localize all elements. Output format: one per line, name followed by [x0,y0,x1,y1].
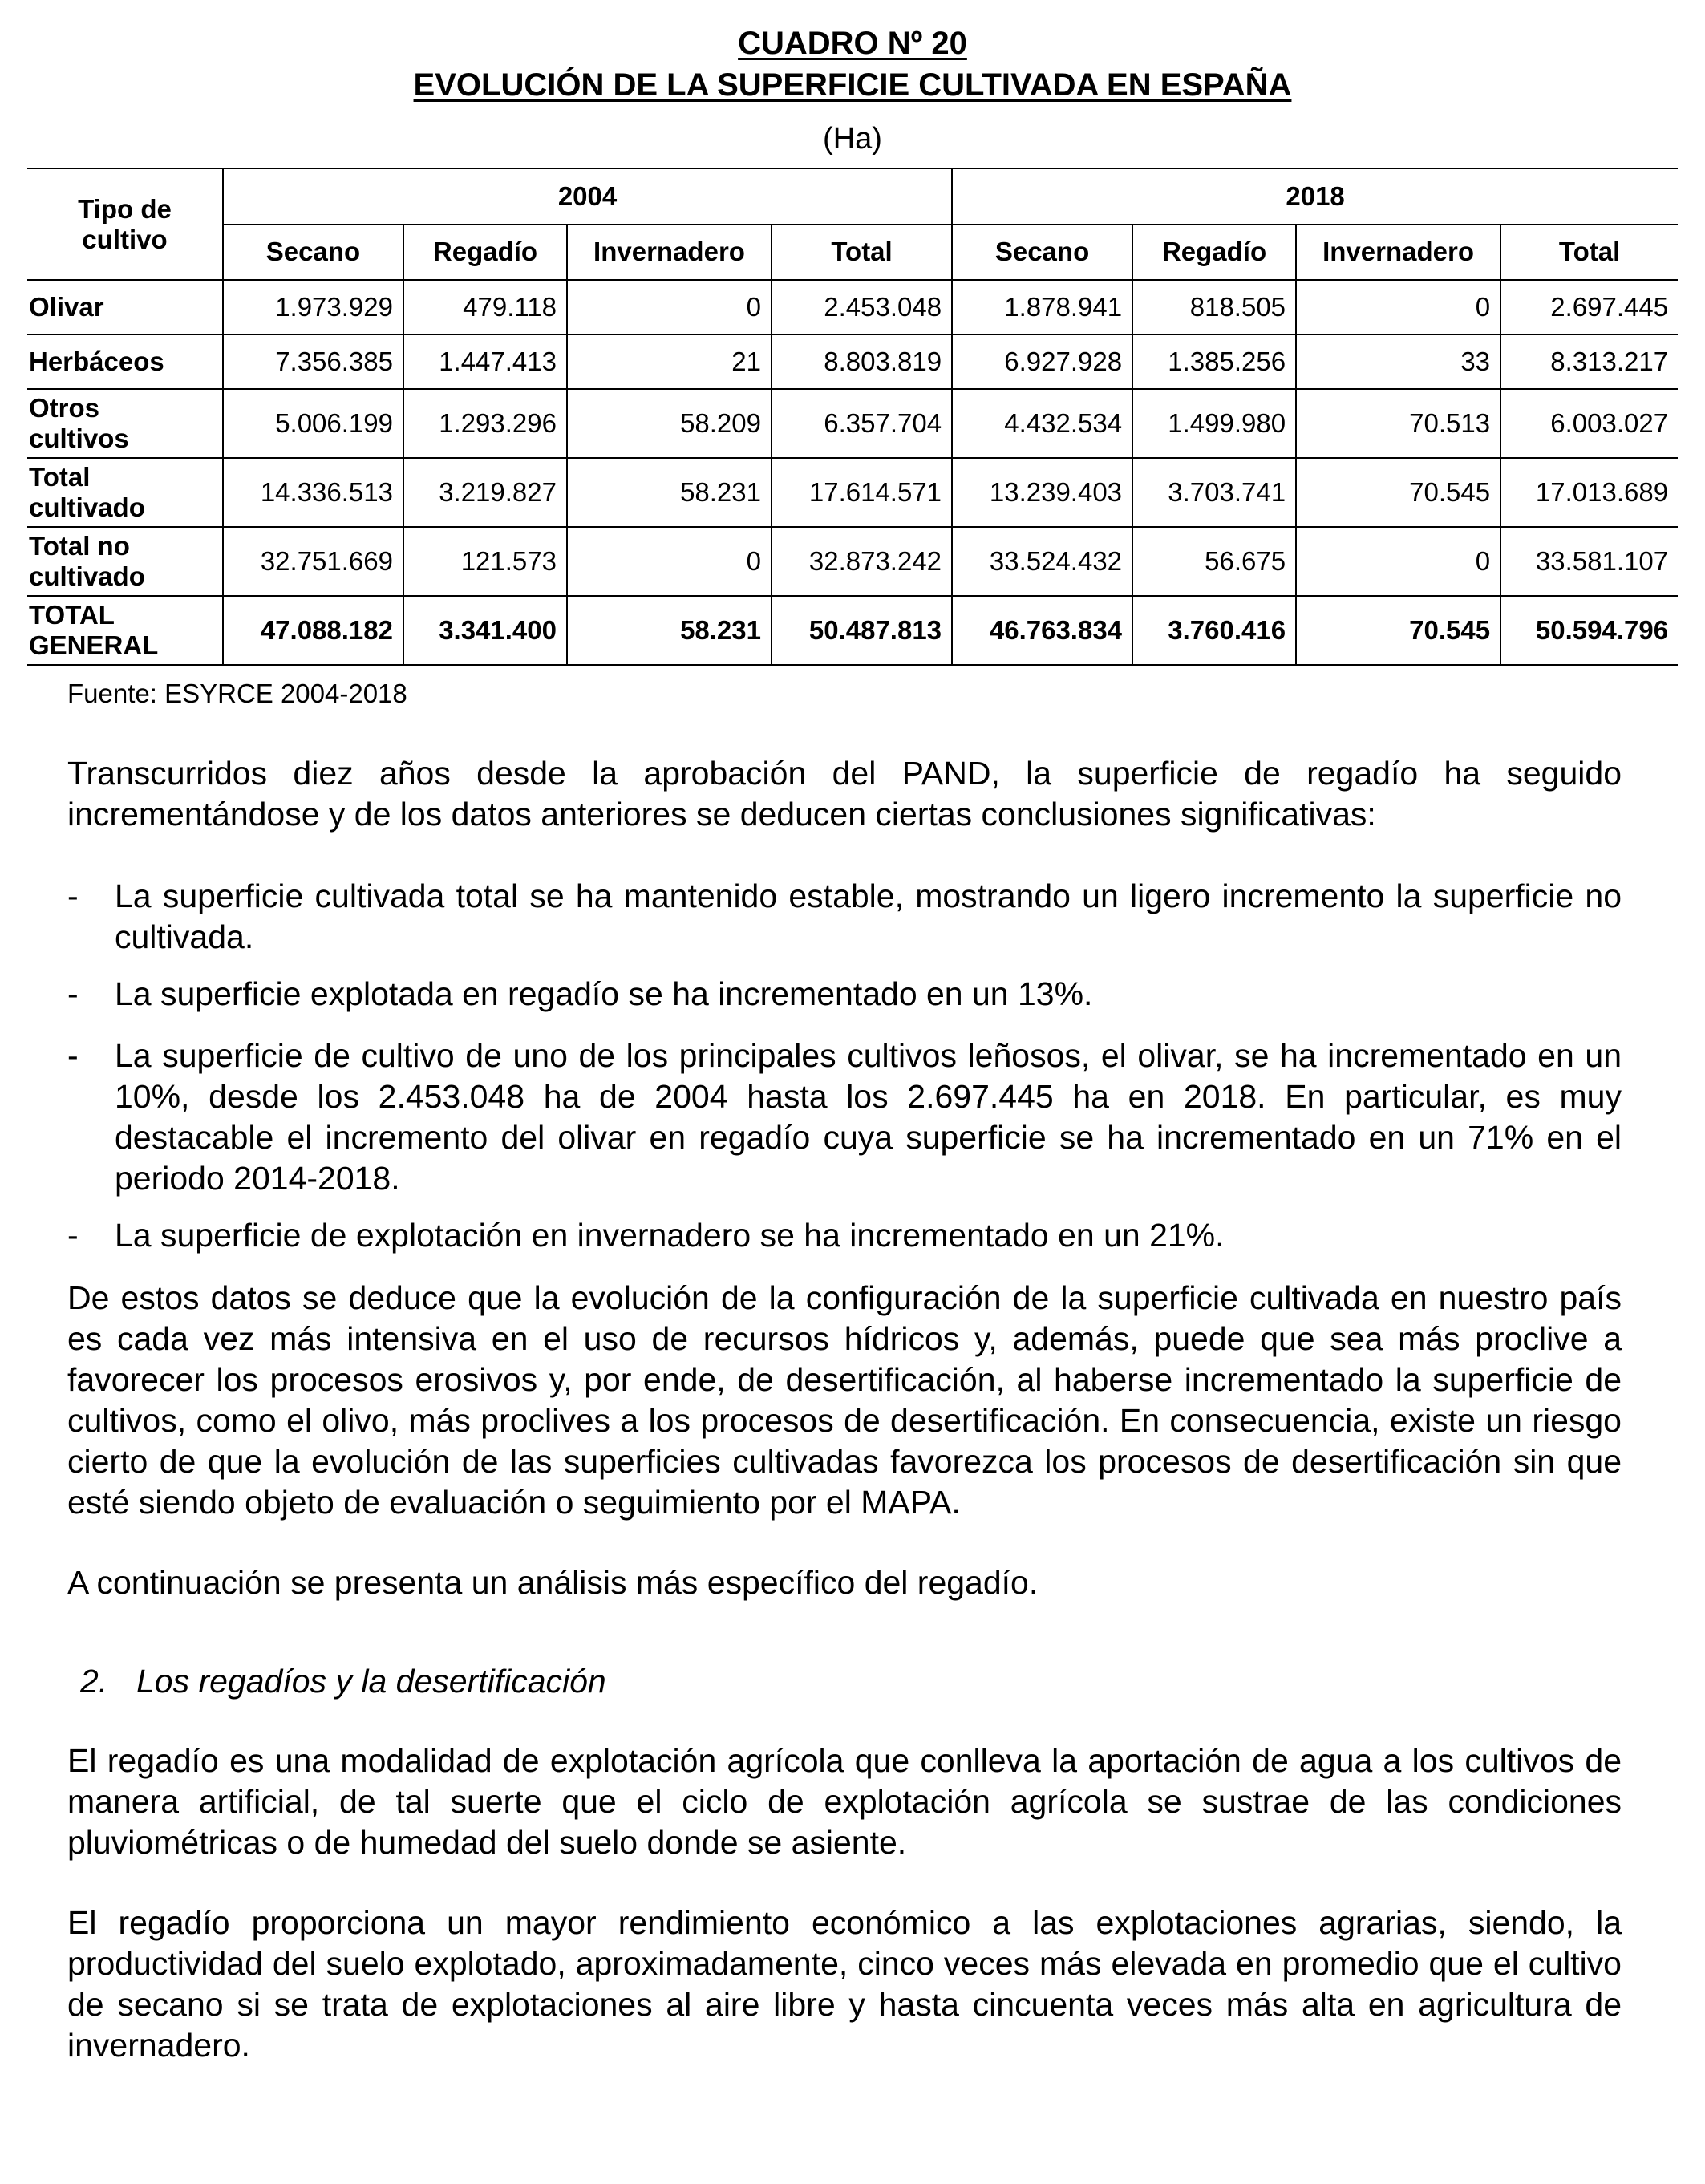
table-cell: 50.594.796 [1500,596,1678,665]
table-cell: 0 [567,527,772,596]
column-header: Regadío [403,225,567,281]
row-label: Total cultivado [27,458,223,527]
table-row [27,389,1678,458]
table-cell: 47.088.182 [223,596,403,665]
column-header: Invernadero [567,225,772,281]
table-cell: 1.973.929 [223,280,403,334]
row-label: Total no cultivado [27,527,223,596]
column-header: Regadío [1132,225,1296,281]
table-cell: 1.447.413 [403,334,567,389]
column-header: Total [772,225,952,281]
table-cell: 1.878.941 [952,280,1132,334]
table-row [27,334,1678,389]
section-title: Los regadíos y la desertificación [136,1663,606,1700]
table-cell: 1.293.296 [403,389,567,458]
regadio-paragraph-1: El regadío es una modalidad de explotación agrícola que conlleva la aportación de agua a los cultivos de manera artificial, de tal suerte que el ciclo de explotación agrícola se sustrae de las condiciones pluviométricas o de humedad del suelo donde se asiente. [67,1742,1622,1861]
table-cell: 121.573 [403,527,567,596]
bullet-marker: - [67,975,79,1012]
table-unit: (Ha) [823,122,882,156]
table-cell: 32.873.242 [772,527,952,596]
table-row [27,280,1678,334]
table-cell: 8.803.819 [772,334,952,389]
column-header: Total [1500,225,1678,281]
row-label: TOTAL GENERAL [27,596,223,665]
list-item-text: La superficie de explotación en invernadero se ha incrementado en un 21%. [115,1217,1225,1254]
table-cell: 70.545 [1296,458,1500,527]
table-cell: 0 [567,280,772,334]
column-header: Invernadero [1296,225,1500,281]
transition-paragraph: A continuación se presenta un análisis más específico del regadío. [67,1564,1039,1601]
regadio-paragraph-2: El regadío proporciona un mayor rendimiento económico a las explotaciones agrarias, siendo, la productividad del suelo explotado, aproximadamente, cinco veces más elevada en promedio que el cultivo de secano si se trata de explotaciones al aire libre y hasta cincuenta veces más alta en agricultura de invernadero. [67,1904,1622,2064]
conclusion-paragraph: De estos datos se deduce que la evolución de la configuración de la superficie cultivada en nuestro país es cada vez más intensiva en el uso de recursos hídricos y, además, puede que sea más proclive a favorecer los procesos erosivos y, por ende, de desertificación, al haberse incrementado la superficie de cultivos, como el olivo, más proclives a los procesos de desertificación. En consecuencia, existe un riesgo cierto de que la evolución de las superficies cultivadas favorezca los procesos de desertificación sin que esté siendo objeto de evaluación o seguimiento por el MAPA. [67,1279,1622,1521]
row-header-cell [27,168,223,280]
table-row [27,458,1678,527]
year-header-2004: 2004 [223,168,952,225]
table-cell: 0 [1296,527,1500,596]
table-cell: 46.763.834 [952,596,1132,665]
table-cell: 50.487.813 [772,596,952,665]
table-cell: 33 [1296,334,1500,389]
column-header: Secano [952,225,1132,281]
section-number: 2. [80,1663,108,1700]
table-cell: 8.313.217 [1500,334,1678,389]
table-cell: 13.239.403 [952,458,1132,527]
table-cell: 70.513 [1296,389,1500,458]
bullet-marker: - [67,1037,79,1074]
table-cell: 33.581.107 [1500,527,1678,596]
section-heading [80,1661,606,1702]
table-cell: 3.703.741 [1132,458,1296,527]
table-cell: 17.614.571 [772,458,952,527]
table-cell: 6.003.027 [1500,389,1678,458]
table-cell: 58.231 [567,458,772,527]
table-cell: 58.209 [567,389,772,458]
list-item [67,876,1622,958]
table-cell: 6.357.704 [772,389,952,458]
table-cell: 1.385.256 [1132,334,1296,389]
table-cell: 0 [1296,280,1500,334]
list-item-text: La superficie cultivada total se ha mantenido estable, mostrando un ligero incremento la superficie no cultivada. [115,877,1622,955]
bullet-marker: - [67,1217,79,1254]
table-source: Fuente: ESYRCE 2004-2018 [67,679,407,708]
table-cell: 5.006.199 [223,389,403,458]
row-label: Herbáceos [27,334,223,389]
table-cell: 70.545 [1296,596,1500,665]
crop-area-table [27,168,1678,666]
table-cell: 818.505 [1132,280,1296,334]
table-cell: 14.336.513 [223,458,403,527]
list-item-text: La superficie de cultivo de uno de los principales cultivos leñosos, el olivar, se ha incrementado en un 10%, desde los 2.453.048 ha de 2004 hasta los 2.697.445 ha en 2018. En particular, es muy destacable el incremento del olivar en regadío cuya superficie se ha incrementado en un 71% en el periodo 2014-2018. [115,1037,1622,1197]
row-header-line: cultivo [82,224,168,254]
list-item [67,1035,1622,1199]
table-cell: 3.219.827 [403,458,567,527]
table-cell: 7.356.385 [223,334,403,389]
table-cell: 33.524.432 [952,527,1132,596]
table-row [27,527,1678,596]
table-cell: 1.499.980 [1132,389,1296,458]
table-cell: 4.432.534 [952,389,1132,458]
intro-paragraph: Transcurridos diez años desde la aprobación del PAND, la superficie de regadío ha seguido incrementándose y de los datos anteriores se deducen ciertas conclusiones significativas: [67,755,1622,833]
table-cell: 2.697.445 [1500,280,1678,334]
column-header: Secano [223,225,403,281]
bullet-marker: - [67,877,79,914]
table-number-title: CUADRO Nº 20 [738,26,967,61]
year-header-2018: 2018 [952,168,1678,225]
list-item [67,1215,1622,1256]
table-row-total [27,596,1678,665]
table-cell: 58.231 [567,596,772,665]
list-item [67,974,1622,1015]
table-cell: 32.751.669 [223,527,403,596]
table-cell: 3.760.416 [1132,596,1296,665]
row-header-line: Tipo de [78,193,172,224]
table-cell: 21 [567,334,772,389]
row-label: Olivar [27,280,223,334]
table-cell: 2.453.048 [772,280,952,334]
list-item-text: La superficie explotada en regadío se ha incrementado en un 13%. [115,975,1093,1012]
table-cell: 479.118 [403,280,567,334]
table-cell: 3.341.400 [403,596,567,665]
table-cell: 56.675 [1132,527,1296,596]
table-cell: 17.013.689 [1500,458,1678,527]
row-label: Otros cultivos [27,389,223,458]
table-title: EVOLUCIÓN DE LA SUPERFICIE CULTIVADA EN ESPAÑA [413,67,1292,103]
table-cell: 6.927.928 [952,334,1132,389]
